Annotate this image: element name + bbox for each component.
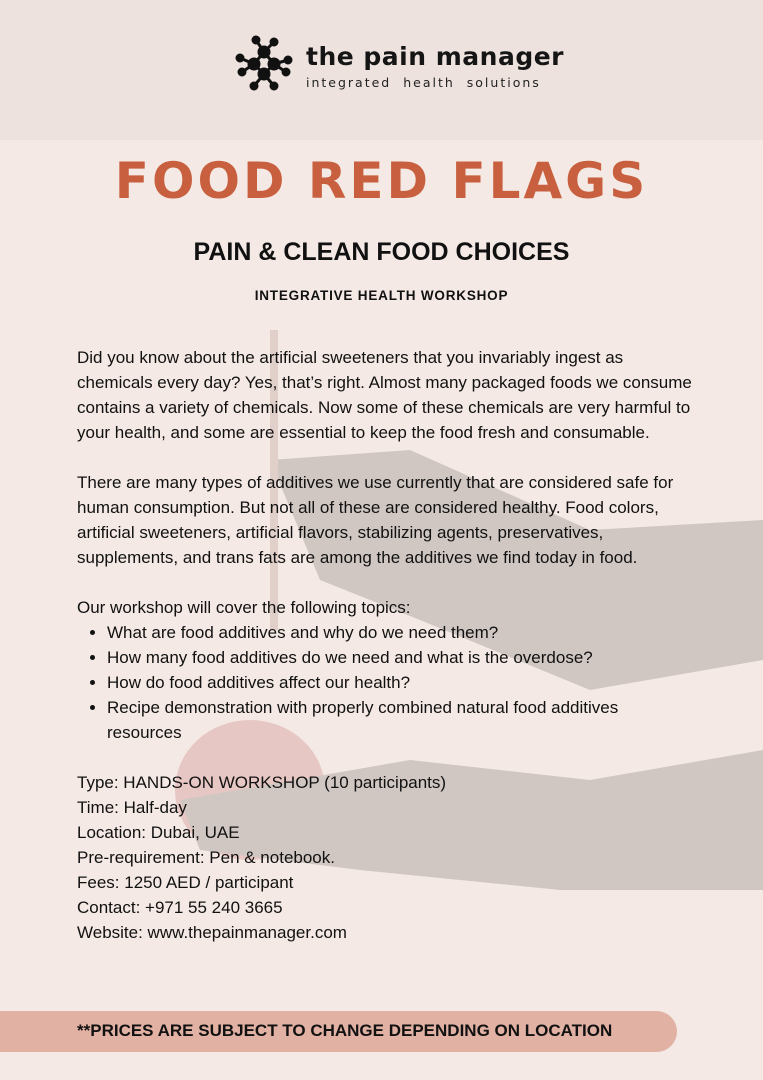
workshop-label: INTEGRATIVE HEALTH WORKSHOP: [254, 288, 509, 303]
detail-time: Time: Half-day: [77, 798, 187, 817]
detail-prerequirement: Pre-requirement: Pen & notebook.: [77, 848, 335, 867]
list-item: • How many food additives do we need and what is the overdose?: [107, 645, 697, 670]
detail-contact: Contact: +971 55 240 3665: [77, 898, 283, 917]
brand-tagline: integrated health solutions: [306, 75, 541, 90]
page-title: FOOD RED FLAGS: [114, 152, 649, 210]
intro-paragraph: Did you know about the artificial sweeteners that you invariably ingest as chemicals every day? Yes, that’s right. Almost many packaged foods we consume contains a variety of chemicals. Now some of these chemicals are very harmful to your health, and some are essential to keep the food fresh and consumable.: [77, 348, 692, 442]
workshop-details: [77, 770, 697, 945]
topics-intro: Our workshop will cover the following topics:: [77, 598, 411, 617]
additives-paragraph: There are many types of additives we use currently that are considered safe for human consumption. But not all of these are considered healthy. Food colors, artificial sweeteners, artificial flavors, stabilizing agents, preservatives, supplements, and trans fats are among the additives we find today in food.: [77, 473, 674, 567]
detail-fees: Fees: 1250 AED / participant: [77, 873, 294, 892]
detail-website: Website: www.thepainmanager.com: [77, 923, 347, 942]
topics-list: [107, 620, 697, 745]
body-content: [77, 345, 697, 945]
list-item: • What are food additives and why do we need them?: [107, 620, 697, 645]
list-item: • Recipe demonstration with properly combined natural food additives resources: [107, 695, 697, 745]
logo-molecule-icon: [234, 34, 294, 94]
price-notice-banner: [0, 1011, 677, 1052]
page-subtitle: PAIN & CLEAN FOOD CHOICES: [193, 238, 570, 266]
brand-name: the pain manager: [306, 42, 565, 71]
detail-type: Type: HANDS-ON WORKSHOP (10 participants): [77, 773, 447, 792]
price-notice-text: **PRICES ARE SUBJECT TO CHANGE DEPENDING ON LOCATION: [77, 1021, 613, 1040]
header: [0, 0, 763, 140]
list-item: • How do food additives affect our health?: [107, 670, 697, 695]
detail-location: Location: Dubai, UAE: [77, 823, 240, 842]
